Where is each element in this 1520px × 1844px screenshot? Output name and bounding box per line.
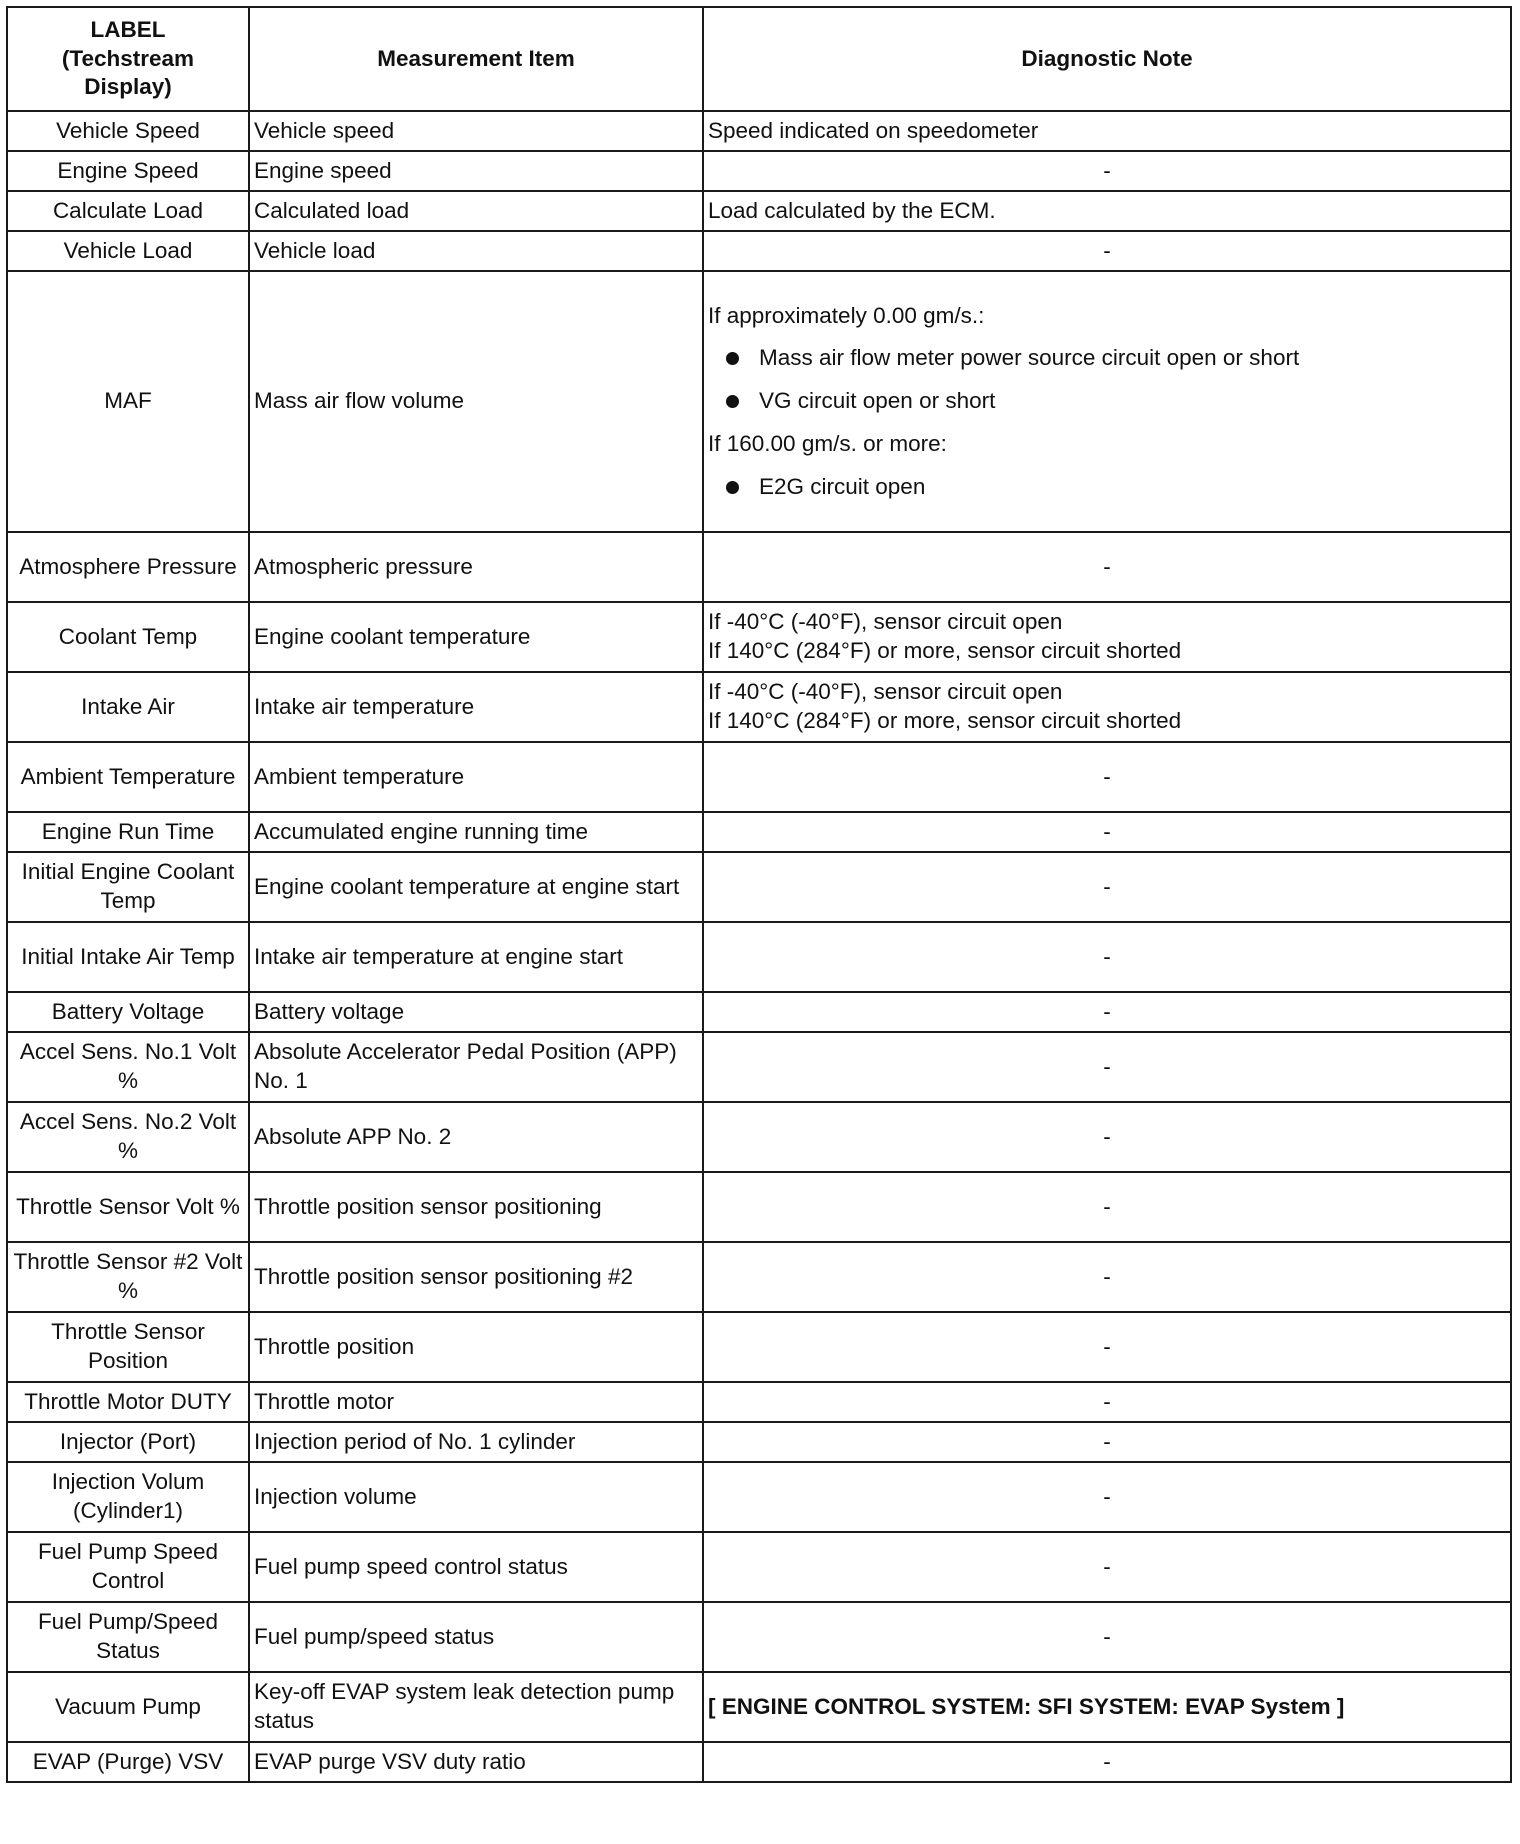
row-measurement-item: Ambient temperature (249, 742, 703, 812)
row-measurement-item: Absolute APP No. 2 (249, 1102, 703, 1172)
table-row (7, 1602, 1511, 1672)
row-measurement-item: Mass air flow volume (249, 271, 703, 532)
table-row (7, 151, 1511, 191)
row-measurement-item: Throttle position sensor positioning #2 (249, 1242, 703, 1312)
row-diagnostic-note (703, 672, 1511, 742)
row-diagnostic-note: - (703, 1172, 1511, 1242)
row-label: Initial Engine Coolant Temp (7, 852, 249, 922)
row-diagnostic-note: - (703, 1382, 1511, 1422)
table-row (7, 1532, 1511, 1602)
table-row (7, 1742, 1511, 1782)
table-row (7, 1672, 1511, 1742)
row-label: Engine Speed (7, 151, 249, 191)
table-row (7, 922, 1511, 992)
data-list-table (6, 6, 1512, 1783)
table-row (7, 1422, 1511, 1462)
row-label: Calculate Load (7, 191, 249, 231)
table-row (7, 672, 1511, 742)
row-diagnostic-note: - (703, 1602, 1511, 1672)
bullet-text: E2G circuit open (759, 473, 926, 499)
note-line: If 160.00 gm/s. or more: (708, 430, 947, 456)
bullet-icon (726, 352, 739, 365)
table-row (7, 191, 1511, 231)
row-measurement-item: Key-off EVAP system leak detection pump status (249, 1672, 703, 1742)
table-row (7, 992, 1511, 1032)
row-measurement-item: Vehicle speed (249, 111, 703, 151)
note-line: If 140°C (284°F) or more, sensor circuit shorted (708, 638, 1182, 663)
row-measurement-item: Throttle position (249, 1312, 703, 1382)
row-measurement-item: Absolute Accelerator Pedal Position (APP) No. 1 (249, 1032, 703, 1102)
row-measurement-item: Injection volume (249, 1462, 703, 1532)
row-diagnostic-note (703, 602, 1511, 672)
row-label: Ambient Temperature (7, 742, 249, 812)
row-diagnostic-note: - (703, 922, 1511, 992)
row-measurement-item: Fuel pump/speed status (249, 1602, 703, 1672)
row-diagnostic-note: - (703, 231, 1511, 271)
row-measurement-item: Engine coolant temperature (249, 602, 703, 672)
table-row (7, 1102, 1511, 1172)
row-measurement-item: Intake air temperature (249, 672, 703, 742)
row-measurement-item: Engine speed (249, 151, 703, 191)
row-label: Throttle Sensor Volt % (7, 1172, 249, 1242)
row-label: Coolant Temp (7, 602, 249, 672)
table-row (7, 1032, 1511, 1102)
row-label: MAF (7, 271, 249, 532)
row-measurement-item: Battery voltage (249, 992, 703, 1032)
data-list-table-wrapper (6, 6, 1512, 1783)
table-row (7, 111, 1511, 151)
row-diagnostic-note: - (703, 812, 1511, 852)
note-line: If -40°C (-40°F), sensor circuit open (708, 609, 1063, 635)
table-row (7, 852, 1511, 922)
row-diagnostic-note-reference-link[interactable]: [ ENGINE CONTROL SYSTEM: SFI SYSTEM: EVAP System ] (703, 1672, 1511, 1742)
table-row (7, 271, 1511, 532)
bullet-icon (726, 395, 739, 408)
row-measurement-item: Fuel pump speed control status (249, 1532, 703, 1602)
table-row (7, 1242, 1511, 1312)
table-row (7, 1462, 1511, 1532)
row-diagnostic-note: - (703, 1422, 1511, 1462)
row-measurement-item: Atmospheric pressure (249, 532, 703, 602)
row-label: Vacuum Pump (7, 1672, 249, 1742)
table-row (7, 602, 1511, 672)
bullet-text: Mass air flow meter power source circuit open or short (759, 345, 1300, 371)
table-row (7, 742, 1511, 812)
row-label: Intake Air (7, 672, 249, 742)
row-label: Vehicle Load (7, 231, 249, 271)
row-label: Fuel Pump/Speed Status (7, 1602, 249, 1672)
row-label: Throttle Sensor Position (7, 1312, 249, 1382)
row-diagnostic-note (703, 271, 1511, 532)
bullet-item (726, 387, 1506, 416)
row-label: Injection Volum (Cylinder1) (7, 1462, 249, 1532)
row-diagnostic-note: - (703, 992, 1511, 1032)
row-measurement-item: Throttle motor (249, 1382, 703, 1422)
row-label: Throttle Motor DUTY (7, 1382, 249, 1422)
header-diagnostic-note: Diagnostic Note (703, 7, 1511, 111)
table-row (7, 812, 1511, 852)
row-label: Battery Voltage (7, 992, 249, 1032)
row-diagnostic-note: - (703, 1532, 1511, 1602)
note-line: If approximately 0.00 gm/s.: (708, 302, 985, 328)
header-measurement-item: Measurement Item (249, 7, 703, 111)
row-measurement-item: Calculated load (249, 191, 703, 231)
row-diagnostic-note: - (703, 1312, 1511, 1382)
row-label: Throttle Sensor #2 Volt % (7, 1242, 249, 1312)
row-diagnostic-note: - (703, 1742, 1511, 1782)
header-row (7, 7, 1511, 111)
row-diagnostic-note: - (703, 1102, 1511, 1172)
row-diagnostic-note: - (703, 151, 1511, 191)
row-diagnostic-note: - (703, 742, 1511, 812)
row-measurement-item: Injection period of No. 1 cylinder (249, 1422, 703, 1462)
row-diagnostic-note: - (703, 852, 1511, 922)
table-row (7, 1172, 1511, 1242)
row-label: Injector (Port) (7, 1422, 249, 1462)
row-measurement-item: Vehicle load (249, 231, 703, 271)
bullet-icon (726, 481, 739, 494)
row-measurement-item: Accumulated engine running time (249, 812, 703, 852)
row-label: Engine Run Time (7, 812, 249, 852)
row-measurement-item: Intake air temperature at engine start (249, 922, 703, 992)
row-label: Atmosphere Pressure (7, 532, 249, 602)
row-label: Accel Sens. No.1 Volt % (7, 1032, 249, 1102)
table-row (7, 1382, 1511, 1422)
row-label: Accel Sens. No.2 Volt % (7, 1102, 249, 1172)
note-line: If -40°C (-40°F), sensor circuit open (708, 679, 1063, 705)
row-diagnostic-note: Load calculated by the ECM. (703, 191, 1511, 231)
row-measurement-item: EVAP purge VSV duty ratio (249, 1742, 703, 1782)
bullet-item (726, 344, 1506, 373)
header-label: LABEL (Techstream Display) (7, 7, 249, 111)
row-diagnostic-note: - (703, 1462, 1511, 1532)
row-measurement-item: Engine coolant temperature at engine start (249, 852, 703, 922)
row-measurement-item: Throttle position sensor positioning (249, 1172, 703, 1242)
bullet-item (726, 473, 1506, 502)
row-label: Vehicle Speed (7, 111, 249, 151)
row-diagnostic-note: - (703, 1242, 1511, 1312)
row-label: EVAP (Purge) VSV (7, 1742, 249, 1782)
row-diagnostic-note: Speed indicated on speedometer (703, 111, 1511, 151)
table-row (7, 231, 1511, 271)
row-label: Fuel Pump Speed Control (7, 1532, 249, 1602)
note-line: If 140°C (284°F) or more, sensor circuit shorted (708, 708, 1182, 733)
row-diagnostic-note: - (703, 532, 1511, 602)
table-row (7, 1312, 1511, 1382)
row-label: Initial Intake Air Temp (7, 922, 249, 992)
bullet-text: VG circuit open or short (759, 388, 996, 414)
table-row (7, 532, 1511, 602)
row-diagnostic-note: - (703, 1032, 1511, 1102)
